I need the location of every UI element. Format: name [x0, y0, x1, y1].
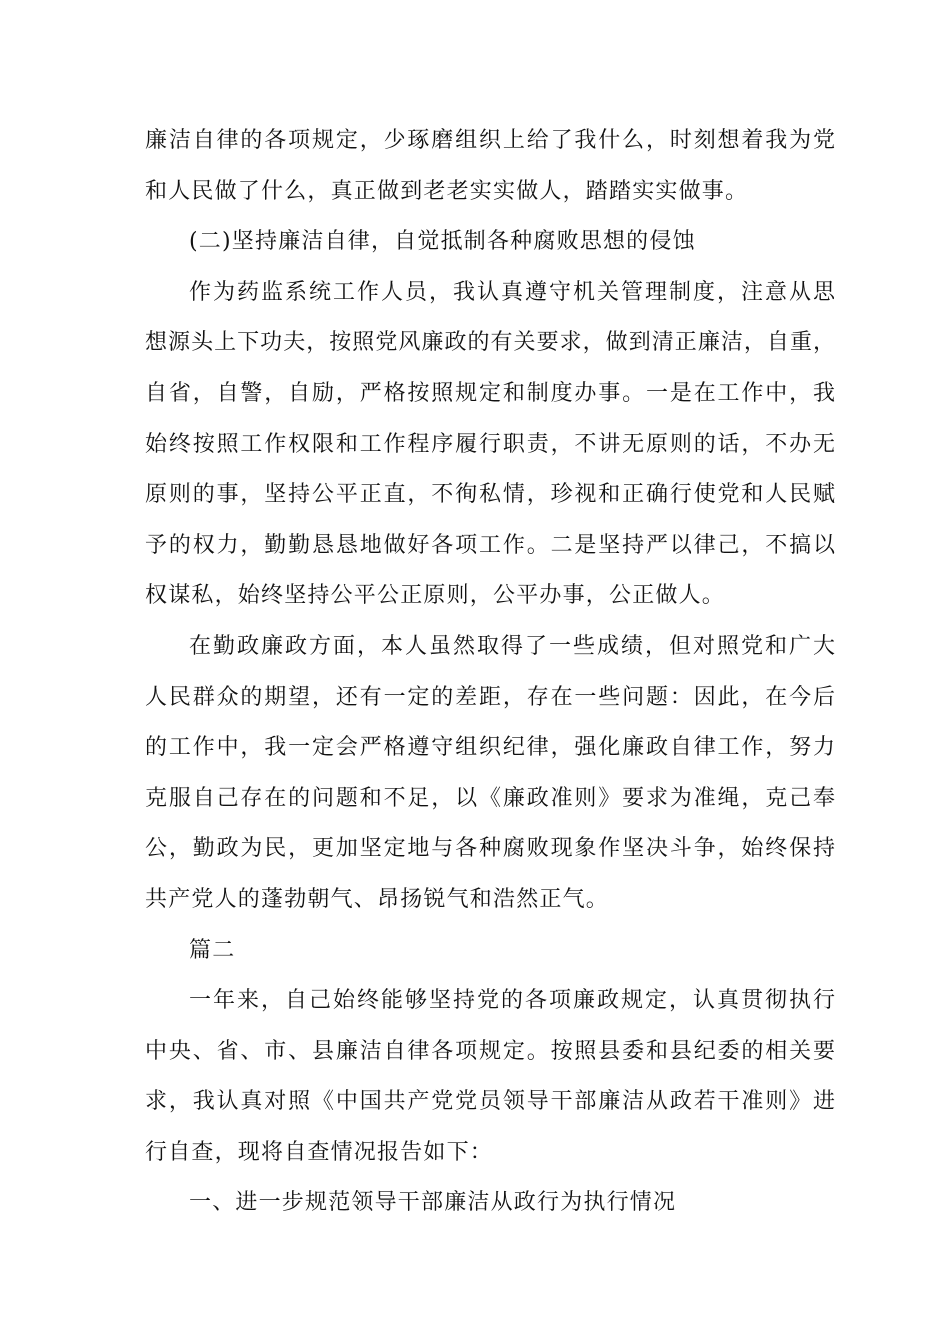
paragraph-line: 一年来，自己始终能够坚持党的各项廉政规定，认真贯彻执行	[189, 988, 835, 1014]
paragraph-line: 求，我认真对照《中国共产党党员领导干部廉洁从政若干准则》进	[145, 1089, 835, 1115]
paragraph-line: 人民群众的期望，还有一定的差距，存在一些问题：因此，在今后	[145, 684, 835, 710]
paragraph-line: 想源头上下功夫，按照党风廉政的有关要求，做到清正廉洁，自重，	[145, 330, 835, 356]
paragraph-line: 行自查，现将自查情况报告如下：	[145, 1139, 494, 1165]
paragraph-line: 和人民做了什么，真正做到老老实实做人，踏踏实实做事。	[145, 178, 749, 204]
paragraph-line: 始终按照工作权限和工作程序履行职责，不讲无原则的话，不办无	[145, 431, 835, 457]
paragraph-line: 廉洁自律的各项规定，少琢磨组织上给了我什么，时刻想着我为党	[145, 128, 835, 153]
paragraph-line: 作为药监系统工作人员，我认真遵守机关管理制度，注意从思	[189, 279, 835, 305]
document-body	[145, 116, 835, 1229]
paragraph-line: 权谋私，始终坚持公平公正原则，公平办事，公正做人。	[145, 583, 726, 609]
section-heading: 一、进一步规范领导干部廉洁从政行为执行情况	[189, 1190, 677, 1216]
paragraph-line: 予的权力，勤勤恳恳地做好各项工作。二是坚持严以律己，不搞以	[145, 532, 835, 558]
paragraph-line: 共产党人的蓬勃朝气、昂扬锐气和浩然正气。	[145, 886, 610, 912]
section-heading: (二)坚持廉洁自律，自觉抵制各种腐败思想的侵蚀	[189, 229, 696, 255]
paragraph-line: 自省，自警，自励，严格按照规定和制度办事。一是在工作中，我	[145, 380, 835, 406]
paragraph-line: 的工作中，我一定会严格遵守组织纪律，强化廉政自律工作，努力	[145, 735, 835, 761]
paragraph-line: 克服自己存在的问题和不足，以《廉政准则》要求为准绳，克己奉	[145, 785, 835, 811]
paragraph-line: 在勤政廉政方面，本人虽然取得了一些成绩，但对照党和广大	[189, 633, 835, 659]
section-heading: 篇二	[189, 937, 236, 963]
paragraph-line: 原则的事，坚持公平正直，不徇私情，珍视和正确行使党和人民赋	[145, 482, 835, 508]
paragraph-line: 中央、省、市、县廉洁自律各项规定。按照县委和县纪委的相关要	[145, 1038, 835, 1064]
paragraph-line: 公，勤政为民，更加坚定地与各种腐败现象作坚决斗争，始终保持	[145, 836, 835, 862]
